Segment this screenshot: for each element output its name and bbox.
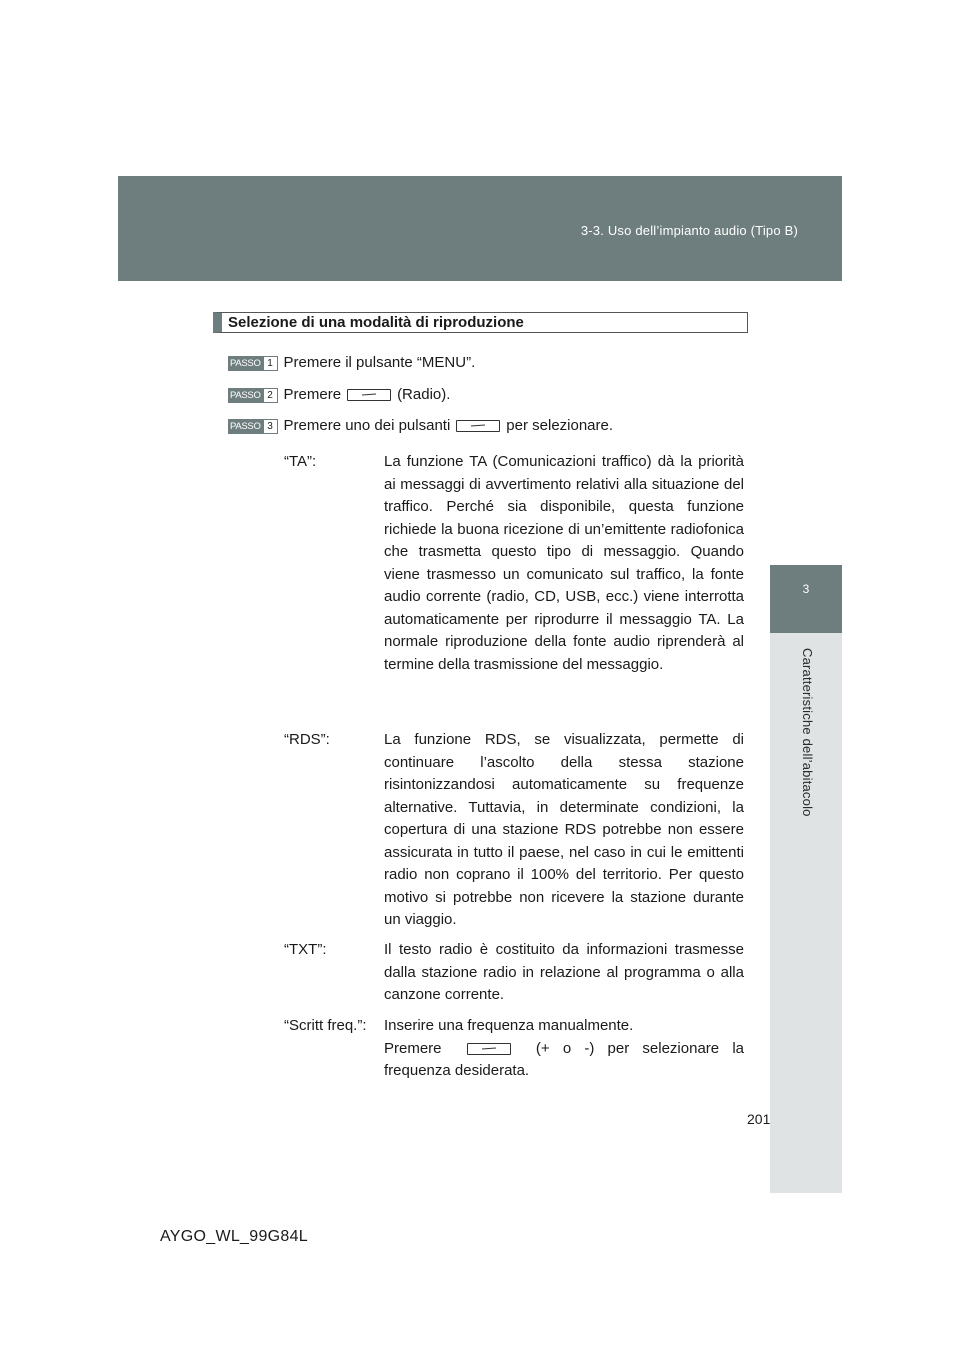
step-badge-word: PASSO (230, 420, 261, 432)
entry-description-line-1: Inserire una frequenza manualmente. (384, 1017, 634, 1034)
entry-scritt-freq (284, 1015, 744, 1083)
entry-term: “Scritt freq.”: (284, 1017, 367, 1034)
step-badge (228, 419, 278, 434)
page-number: 201 (747, 1111, 771, 1127)
entry-term: “TA”: (284, 453, 317, 470)
radio-soft-button-icon (347, 389, 391, 401)
step-badge-word: PASSO (230, 389, 261, 401)
soft-button-icon (467, 1043, 511, 1055)
entry-text: (+ o -) per selezionare la (535, 1039, 744, 1057)
entry-text: Premere (384, 1039, 442, 1057)
entry-ta (284, 451, 744, 676)
chapter-tab (770, 565, 842, 633)
step-1 (228, 353, 475, 373)
step-badge (228, 388, 278, 403)
step-text-after: (Radio). (397, 386, 451, 403)
entry-term: “TXT”: (284, 941, 327, 958)
section-heading: Selezione di una modalità di riproduzione (213, 312, 748, 333)
step-text: Premere (283, 386, 342, 403)
document-code: AYGO_WL_99G84L (160, 1228, 308, 1245)
entry-rds (284, 729, 744, 932)
step-text: Premere il pulsante “MENU”. (283, 354, 476, 371)
step-badge-number: 1 (263, 356, 278, 371)
step-text: Premere uno dei pulsanti (283, 417, 451, 434)
entry-description-line-3: frequenza desiderata. (384, 1062, 530, 1079)
step-badge (228, 356, 278, 371)
chapter-side-label: Caratteristiche dell’abitacolo (800, 648, 815, 817)
step-3 (228, 416, 613, 436)
step-badge-number: 2 (263, 388, 278, 403)
entry-txt (284, 939, 744, 1007)
step-text-after: per selezionare. (506, 417, 614, 434)
soft-button-icon (456, 420, 500, 432)
entry-term: “RDS”: (284, 731, 330, 748)
step-badge-word: PASSO (230, 357, 261, 369)
entry-description: La funzione RDS, se visualizzata, permette di continuare l’ascolto della stessa stazione risintonizzandosi automaticamente su frequenze alternative. Tuttavia, in determinate condizioni, la copertura di una stazione RDS potrebbe non essere assicurata in tutto il paese, nel caso in cui le emittenti radio non coprano il 100% del territorio. Per questo motivo si potrebbe non ricevere la stazione durante un viaggio. (384, 731, 744, 928)
chapter-tab-number: 3 (802, 582, 810, 596)
step-badge-number: 3 (263, 419, 278, 434)
entry-description: La funzione TA (Comunicazioni traffico) dà la priorità ai messaggi di avvertimento relativi alla situazione del traffico. Perché sia disponibile, questa funzione richiede la buona ricezione di un’emittente radiofonica che trasmetta questo tipo di messaggio. Quando viene trasmesso un comunicato sul traffico, la fonte audio corrente (radio, CD, USB, ecc.) viene interrotta automaticamente per riprodurre il messaggio TA. La normale riproduzione della fonte audio riprenderà al termine della trasmissione del messaggio. (384, 453, 744, 673)
entry-description: Il testo radio è costituito da informazioni trasmesse dalla stazione radio in relazione al programma o alla canzone corrente. (384, 941, 744, 1003)
step-2 (228, 385, 450, 405)
entry-description-line-2 (384, 1038, 744, 1061)
chapter-header-band (118, 176, 842, 281)
chapter-title: 3-3. Uso dell’impianto audio (Tipo B) (580, 223, 798, 238)
